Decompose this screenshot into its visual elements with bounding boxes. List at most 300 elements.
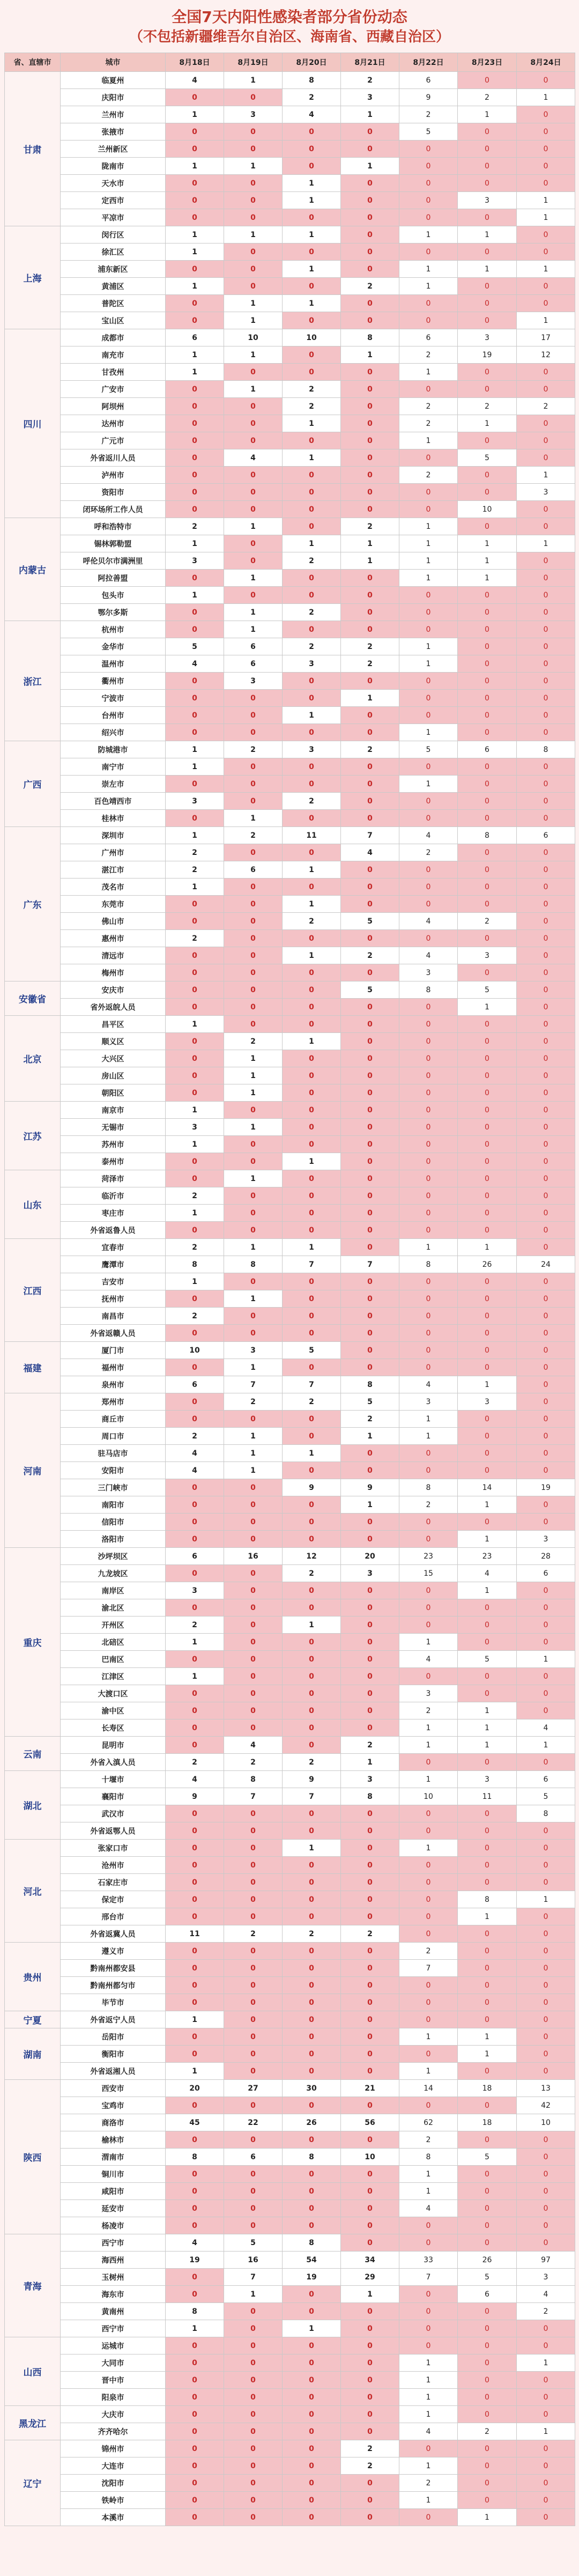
value-cell: 8: [399, 1256, 458, 1273]
value-cell: 2: [283, 1754, 341, 1771]
value-cell: 1: [166, 535, 224, 552]
city-cell: 郑州市: [61, 1393, 166, 1411]
value-cell: 1: [224, 1462, 283, 1479]
value-cell: 0: [283, 1531, 341, 1548]
value-cell: 0: [283, 1805, 341, 1822]
city-cell: 阳泉市: [61, 2389, 166, 2406]
value-cell: 8: [224, 1256, 283, 1273]
value-cell: 2: [399, 2475, 458, 2492]
value-cell: 0: [224, 1634, 283, 1651]
value-cell: 0: [341, 192, 399, 209]
value-cell: 1: [458, 2046, 517, 2063]
value-cell: 4: [166, 1771, 224, 1788]
table-row: [5, 1496, 575, 1514]
value-cell: 0: [166, 1479, 224, 1496]
value-cell: 0: [224, 398, 283, 415]
value-cell: 0: [283, 1599, 341, 1617]
value-cell: 0: [458, 1359, 517, 1376]
value-cell: 0: [283, 964, 341, 981]
value-cell: 0: [517, 72, 575, 89]
value-cell: 0: [458, 604, 517, 621]
value-cell: 0: [399, 690, 458, 707]
table-row: [5, 1067, 575, 1084]
table-row: [5, 295, 575, 312]
table-row: [5, 1376, 575, 1393]
table-row: [5, 1308, 575, 1325]
value-cell: 0: [341, 1874, 399, 1891]
value-cell: 0: [283, 2303, 341, 2320]
value-cell: 0: [399, 1359, 458, 1376]
value-cell: 1: [458, 570, 517, 587]
value-cell: 5: [458, 981, 517, 999]
value-cell: 3: [283, 741, 341, 758]
value-cell: 0: [224, 1668, 283, 1685]
value-cell: 0: [341, 1805, 399, 1822]
value-cell: 0: [341, 1943, 399, 1960]
value-cell: 0: [458, 1428, 517, 1445]
value-cell: 8: [399, 981, 458, 999]
value-cell: 0: [399, 1445, 458, 1462]
value-cell: 0: [458, 758, 517, 776]
value-cell: 0: [341, 2475, 399, 2492]
value-cell: 2: [283, 604, 341, 621]
value-cell: 0: [458, 2337, 517, 2354]
value-cell: 1: [517, 2423, 575, 2440]
value-cell: 0: [399, 1874, 458, 1891]
value-cell: 1: [341, 106, 399, 123]
value-cell: 0: [166, 1685, 224, 1702]
value-cell: 2: [283, 381, 341, 398]
value-cell: 0: [224, 999, 283, 1016]
value-cell: 10: [224, 329, 283, 346]
value-cell: 0: [517, 1205, 575, 1222]
value-cell: 1: [341, 690, 399, 707]
table-row: [5, 2234, 575, 2252]
value-cell: 6: [224, 638, 283, 655]
value-cell: 1: [166, 1273, 224, 1290]
value-cell: 0: [517, 1187, 575, 1205]
value-cell: 0: [283, 364, 341, 381]
value-cell: 0: [224, 758, 283, 776]
value-cell: 1: [399, 1771, 458, 1788]
table-row: [5, 415, 575, 432]
value-cell: 0: [166, 1737, 224, 1754]
city-cell: 崇左市: [61, 776, 166, 793]
value-cell: 0: [341, 1033, 399, 1050]
value-cell: 4: [399, 1651, 458, 1668]
value-cell: 0: [399, 1857, 458, 1874]
value-cell: 0: [517, 278, 575, 295]
city-cell: 房山区: [61, 1067, 166, 1084]
city-cell: 呼和浩特市: [61, 518, 166, 535]
table-row: [5, 1153, 575, 1170]
value-cell: 30: [283, 2080, 341, 2097]
value-cell: 1: [224, 570, 283, 587]
city-cell: 武汉市: [61, 1805, 166, 1822]
value-cell: 0: [517, 896, 575, 913]
value-cell: 0: [166, 261, 224, 278]
value-cell: 1: [517, 89, 575, 106]
value-cell: 0: [166, 570, 224, 587]
value-cell: 0: [283, 312, 341, 329]
value-cell: 0: [458, 2320, 517, 2337]
value-cell: 0: [224, 1908, 283, 1925]
value-cell: 1: [283, 1239, 341, 1256]
value-cell: 3: [166, 1119, 224, 1136]
value-cell: 5: [458, 449, 517, 467]
table-row: [5, 1565, 575, 1582]
table-row: [5, 2286, 575, 2303]
value-cell: 3: [283, 655, 341, 673]
value-cell: 0: [517, 2492, 575, 2509]
value-cell: 0: [166, 2166, 224, 2183]
table-row: [5, 655, 575, 673]
value-cell: 0: [517, 141, 575, 158]
value-cell: 0: [341, 1685, 399, 1702]
value-cell: 3: [341, 1565, 399, 1582]
value-cell: 17: [517, 329, 575, 346]
value-cell: 5: [399, 741, 458, 758]
value-cell: 0: [458, 1994, 517, 2011]
value-cell: 0: [166, 1651, 224, 1668]
city-cell: 铁岭市: [61, 2492, 166, 2509]
value-cell: 0: [517, 1067, 575, 1084]
value-cell: 0: [166, 1960, 224, 1977]
value-cell: 0: [341, 415, 399, 432]
value-cell: 8: [517, 741, 575, 758]
value-cell: 3: [224, 106, 283, 123]
value-cell: 0: [399, 1462, 458, 1479]
value-cell: 1: [224, 1170, 283, 1187]
value-cell: 0: [341, 1531, 399, 1548]
value-cell: 0: [283, 2217, 341, 2234]
value-cell: 0: [399, 673, 458, 690]
value-cell: 0: [458, 2166, 517, 2183]
value-cell: 0: [399, 501, 458, 518]
value-cell: 1: [399, 278, 458, 295]
value-cell: 0: [341, 2131, 399, 2149]
value-cell: 0: [166, 896, 224, 913]
value-cell: 0: [341, 861, 399, 879]
value-cell: 3: [224, 1342, 283, 1359]
city-cell: 兰州市: [61, 106, 166, 123]
value-cell: 0: [341, 123, 399, 141]
province-cell: 云南: [5, 1737, 61, 1771]
value-cell: 2: [166, 1754, 224, 1771]
table-row: [5, 1222, 575, 1239]
value-cell: 24: [517, 1256, 575, 1273]
value-cell: 4: [399, 827, 458, 844]
value-cell: 0: [341, 467, 399, 484]
province-cell: 上海: [5, 226, 61, 329]
value-cell: 3: [517, 1531, 575, 1548]
value-cell: 0: [517, 2028, 575, 2046]
header-date: 8月21日: [341, 53, 399, 72]
value-cell: 1: [224, 312, 283, 329]
table-row: [5, 1050, 575, 1067]
value-cell: 0: [283, 2475, 341, 2492]
table-row: [5, 1119, 575, 1136]
value-cell: 1: [458, 1908, 517, 1925]
value-cell: 2: [399, 844, 458, 861]
value-cell: 0: [283, 2457, 341, 2475]
value-cell: 0: [458, 1874, 517, 1891]
value-cell: 2: [283, 638, 341, 655]
value-cell: 0: [517, 158, 575, 175]
value-cell: 8: [341, 329, 399, 346]
city-cell: 金华市: [61, 638, 166, 655]
city-cell: 渝中区: [61, 1702, 166, 1719]
value-cell: 0: [283, 1462, 341, 1479]
value-cell: 0: [458, 2303, 517, 2320]
value-cell: 0: [224, 1943, 283, 1960]
value-cell: 0: [458, 930, 517, 947]
value-cell: 8: [166, 2149, 224, 2166]
value-cell: 0: [341, 2011, 399, 2028]
value-cell: 11: [283, 827, 341, 844]
table-row: [5, 449, 575, 467]
value-cell: 0: [166, 2269, 224, 2286]
value-cell: 4: [166, 72, 224, 89]
value-cell: 0: [517, 1102, 575, 1119]
page-title: 全国7天内阳性感染者部分省份动态: [172, 8, 407, 26]
value-cell: 0: [224, 913, 283, 930]
value-cell: 0: [341, 2406, 399, 2423]
value-cell: 0: [283, 1102, 341, 1119]
value-cell: 1: [399, 638, 458, 655]
value-cell: 1: [166, 1205, 224, 1222]
city-cell: 梅州市: [61, 964, 166, 981]
value-cell: 19: [166, 2252, 224, 2269]
value-cell: 0: [224, 2166, 283, 2183]
city-cell: 锦州市: [61, 2440, 166, 2457]
city-cell: 苏州市: [61, 1136, 166, 1153]
value-cell: 0: [458, 2389, 517, 2406]
table-row: [5, 1411, 575, 1428]
city-cell: 深圳市: [61, 827, 166, 844]
value-cell: 0: [517, 2200, 575, 2217]
table-row: [5, 1445, 575, 1462]
value-cell: 0: [399, 1822, 458, 1840]
value-cell: 0: [283, 776, 341, 793]
table-row: [5, 2131, 575, 2149]
value-cell: 0: [517, 1411, 575, 1428]
city-cell: 厦门市: [61, 1342, 166, 1359]
value-cell: 2: [166, 844, 224, 861]
value-cell: 18: [458, 2114, 517, 2131]
value-cell: 0: [458, 844, 517, 861]
value-cell: 1: [399, 1634, 458, 1651]
value-cell: 3: [341, 1771, 399, 1788]
value-cell: 5: [166, 638, 224, 655]
city-cell: 吉安市: [61, 1273, 166, 1290]
value-cell: 0: [166, 398, 224, 415]
value-cell: 0: [458, 2011, 517, 2028]
value-cell: 0: [517, 2389, 575, 2406]
value-cell: 0: [458, 2183, 517, 2200]
value-cell: 0: [341, 2509, 399, 2526]
value-cell: 0: [399, 758, 458, 776]
value-cell: 2: [224, 741, 283, 758]
value-cell: 0: [283, 484, 341, 501]
value-cell: 0: [283, 2440, 341, 2457]
city-cell: 宜春市: [61, 1239, 166, 1256]
value-cell: 0: [458, 295, 517, 312]
city-cell: 齐齐哈尔: [61, 2423, 166, 2440]
value-cell: 1: [399, 2063, 458, 2080]
value-cell: 0: [399, 1153, 458, 1170]
value-cell: 4: [283, 106, 341, 123]
value-cell: 0: [458, 518, 517, 535]
value-cell: 0: [458, 1668, 517, 1685]
value-cell: 0: [399, 810, 458, 827]
value-cell: 0: [517, 2337, 575, 2354]
value-cell: 1: [224, 604, 283, 621]
value-cell: 1: [224, 1290, 283, 1308]
value-cell: 0: [458, 1067, 517, 1084]
value-cell: 0: [399, 175, 458, 192]
value-cell: 0: [517, 1084, 575, 1102]
value-cell: 2: [341, 2457, 399, 2475]
value-cell: 0: [224, 175, 283, 192]
value-cell: 0: [517, 1943, 575, 1960]
value-cell: 0: [517, 638, 575, 655]
value-cell: 0: [517, 1960, 575, 1977]
value-cell: 0: [517, 243, 575, 261]
value-cell: 0: [283, 621, 341, 638]
value-cell: 0: [399, 2337, 458, 2354]
value-cell: 1: [341, 1496, 399, 1514]
value-cell: 1: [283, 449, 341, 467]
value-cell: 0: [458, 1102, 517, 1119]
value-cell: 26: [283, 2114, 341, 2131]
value-cell: 6: [224, 655, 283, 673]
value-cell: 0: [517, 707, 575, 724]
value-cell: 0: [224, 724, 283, 741]
value-cell: 0: [458, 123, 517, 141]
value-cell: 0: [341, 1514, 399, 1531]
value-cell: 1: [517, 535, 575, 552]
city-cell: 巴南区: [61, 1651, 166, 1668]
value-cell: 0: [283, 1050, 341, 1067]
value-cell: 0: [341, 1977, 399, 1994]
header-date: 8月22日: [399, 53, 458, 72]
value-cell: 0: [224, 432, 283, 449]
city-cell: 温州市: [61, 655, 166, 673]
value-cell: 0: [166, 724, 224, 741]
value-cell: 0: [517, 1376, 575, 1393]
value-cell: 0: [458, 1050, 517, 1067]
value-cell: 12: [283, 1548, 341, 1565]
value-cell: 0: [399, 1994, 458, 2011]
value-cell: 0: [224, 690, 283, 707]
value-cell: 0: [166, 1290, 224, 1308]
value-cell: 0: [166, 2389, 224, 2406]
value-cell: 0: [341, 209, 399, 226]
value-cell: 0: [399, 1033, 458, 1050]
table-row: [5, 1977, 575, 1994]
value-cell: 1: [517, 261, 575, 278]
value-cell: 0: [341, 2320, 399, 2337]
value-cell: 0: [166, 449, 224, 467]
value-cell: 0: [517, 604, 575, 621]
value-cell: 0: [283, 2423, 341, 2440]
value-cell: 0: [166, 141, 224, 158]
value-cell: 0: [224, 1531, 283, 1548]
value-cell: 0: [166, 2440, 224, 2457]
value-cell: 0: [341, 793, 399, 810]
value-cell: 0: [341, 1273, 399, 1290]
value-cell: 0: [166, 1943, 224, 1960]
value-cell: 0: [166, 2028, 224, 2046]
value-cell: 6: [166, 329, 224, 346]
value-cell: 0: [283, 2509, 341, 2526]
city-cell: 黄南州: [61, 2303, 166, 2320]
value-cell: 0: [458, 2475, 517, 2492]
value-cell: 5: [517, 1788, 575, 1805]
value-cell: 8: [166, 2303, 224, 2320]
value-cell: 0: [283, 518, 341, 535]
city-cell: 宝山区: [61, 312, 166, 329]
table-row: [5, 758, 575, 776]
value-cell: 0: [399, 158, 458, 175]
table-row: [5, 484, 575, 501]
value-cell: 0: [166, 947, 224, 964]
value-cell: 0: [224, 1479, 283, 1496]
value-cell: 0: [166, 1222, 224, 1239]
value-cell: 0: [458, 1943, 517, 1960]
table-row: [5, 1290, 575, 1308]
value-cell: 2: [283, 89, 341, 106]
value-cell: 0: [399, 1170, 458, 1187]
value-cell: 12: [517, 346, 575, 364]
value-cell: 0: [166, 1565, 224, 1582]
value-cell: 0: [224, 364, 283, 381]
value-cell: 0: [517, 2217, 575, 2234]
value-cell: 0: [399, 793, 458, 810]
value-cell: 0: [341, 724, 399, 741]
value-cell: 0: [341, 1891, 399, 1908]
value-cell: 2: [224, 1925, 283, 1943]
value-cell: 0: [341, 2303, 399, 2320]
value-cell: 0: [224, 1514, 283, 1531]
value-cell: 5: [341, 1393, 399, 1411]
value-cell: 0: [341, 2063, 399, 2080]
value-cell: 0: [224, 2457, 283, 2475]
value-cell: 0: [517, 1685, 575, 1702]
value-cell: 0: [283, 1908, 341, 1925]
value-cell: 0: [458, 1033, 517, 1050]
value-cell: 0: [224, 2097, 283, 2114]
value-cell: 3: [458, 1771, 517, 1788]
value-cell: 0: [166, 981, 224, 999]
city-cell: 铜川市: [61, 2166, 166, 2183]
value-cell: 0: [517, 1582, 575, 1599]
city-cell: 福州市: [61, 1359, 166, 1376]
value-cell: 4: [341, 844, 399, 861]
value-cell: 0: [166, 1822, 224, 1840]
value-cell: 2: [283, 913, 341, 930]
value-cell: 0: [517, 947, 575, 964]
value-cell: 0: [517, 1514, 575, 1531]
table-row: [5, 192, 575, 209]
table-row: [5, 896, 575, 913]
value-cell: 2: [283, 398, 341, 415]
value-cell: 0: [166, 484, 224, 501]
value-cell: 0: [399, 604, 458, 621]
value-cell: 0: [341, 243, 399, 261]
table-row: [5, 278, 575, 295]
